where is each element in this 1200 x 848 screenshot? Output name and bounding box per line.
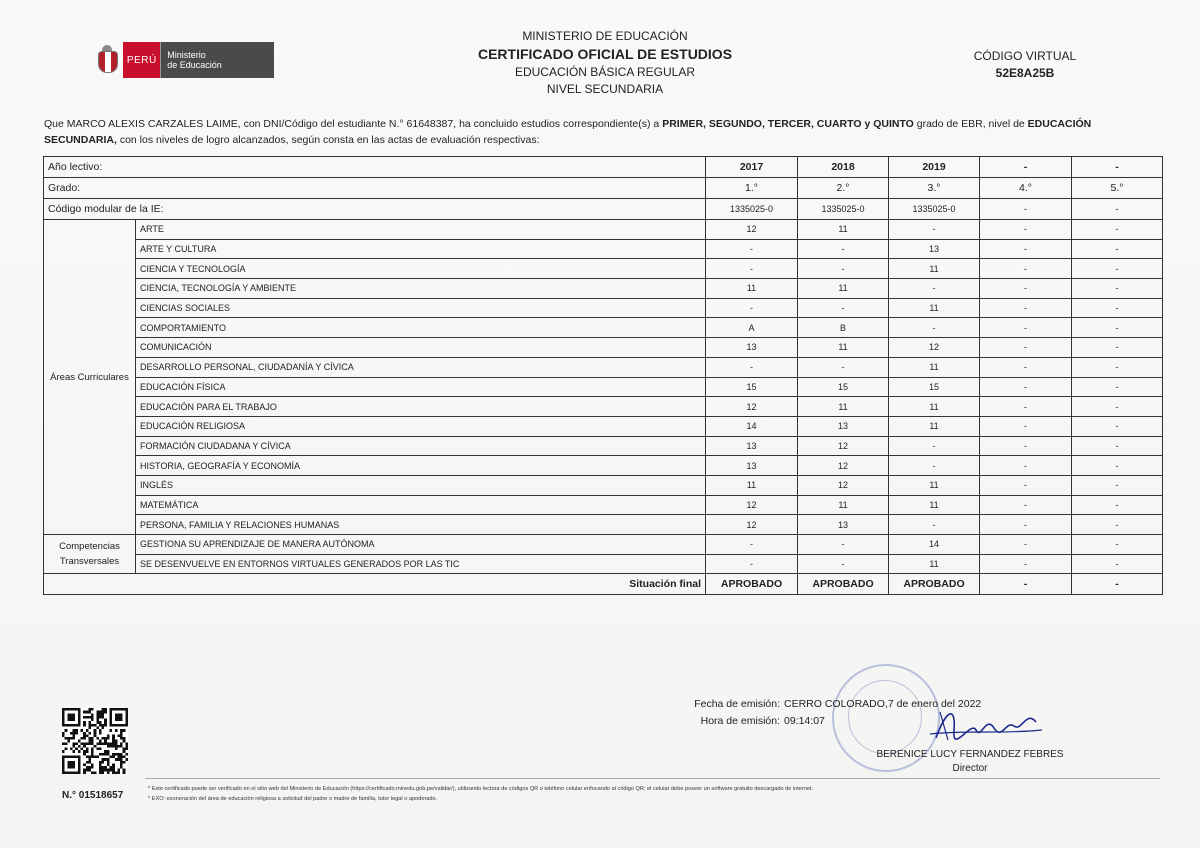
logo-ministry: Ministerio de Educación [160, 42, 274, 78]
subject-name: COMUNICACIÓN [136, 338, 706, 358]
grade-cell: 4.° [980, 178, 1072, 199]
subject-grade: 11 [798, 220, 889, 240]
subject-grade: - [1072, 397, 1163, 417]
serial-number: N.° 01518657 [62, 790, 124, 801]
school-code-label: Código modular de la IE: [44, 199, 706, 220]
grade-row [44, 178, 1163, 199]
virtual-code-value: 52E8A25B [995, 66, 1055, 80]
competency-grade: - [798, 535, 889, 555]
subject-grade: - [980, 436, 1072, 456]
subject-row [44, 318, 1163, 338]
subject-name: INGLÉS [136, 475, 706, 495]
subject-row [44, 475, 1163, 495]
subject-grade: 11 [889, 397, 980, 417]
subject-name: DESARROLLO PERSONAL, CIUDADANÍA Y CÍVICA [136, 357, 706, 377]
virtual-code [955, 48, 1095, 82]
subject-row [44, 239, 1163, 259]
subject-row [44, 495, 1163, 515]
subject-grade: A [706, 318, 798, 338]
subject-name: COMPORTAMIENTO [136, 318, 706, 338]
subject-grade: 11 [798, 495, 889, 515]
subject-grade: 15 [706, 377, 798, 397]
subject-grade: - [980, 239, 1072, 259]
subject-grade: 12 [706, 515, 798, 535]
final-status-cell: APROBADO [889, 574, 980, 595]
competency-name: GESTIONA SU APRENDIZAJE DE MANERA AUTÓNOMA [136, 535, 706, 555]
subject-grade: - [980, 416, 1072, 436]
subject-grade: - [798, 357, 889, 377]
subject-grade: - [1072, 495, 1163, 515]
school-code-cell: 1335025-0 [889, 199, 980, 220]
document-header [430, 28, 780, 98]
subject-grade: - [980, 495, 1072, 515]
virtual-code-label: CÓDIGO VIRTUAL [973, 49, 1077, 63]
subject-grade: - [798, 259, 889, 279]
subject-grade: 11 [889, 298, 980, 318]
school-code-row [44, 199, 1163, 220]
competency-grade: - [1072, 535, 1163, 555]
final-status-label: Situación final [44, 574, 706, 595]
subject-grade: 13 [798, 515, 889, 535]
subject-name: MATEMÁTICA [136, 495, 706, 515]
subject-grade: 11 [889, 475, 980, 495]
subject-row [44, 436, 1163, 456]
subject-name: EDUCACIÓN RELIGIOSA [136, 416, 706, 436]
year-row [44, 157, 1163, 178]
emission-date-value: CERRO COLORADO,7 de enero del 2022 [784, 698, 982, 710]
subject-grade: - [889, 318, 980, 338]
subject-row [44, 397, 1163, 417]
subject-grade: 13 [706, 456, 798, 476]
competencies-label-line: Competencias [59, 541, 120, 553]
competency-grade: - [706, 554, 798, 574]
subject-grade: 13 [798, 416, 889, 436]
subject-grade: 13 [889, 239, 980, 259]
subject-grade: - [1072, 318, 1163, 338]
subject-row [44, 377, 1163, 397]
emission-date-label: Fecha de emisión: [694, 698, 780, 710]
subject-grade: 14 [706, 416, 798, 436]
intro-paragraph: Que MARCO ALEXIS CARZALES LAIME, con DNI/Código del estudiante N.° 61648387, ha concluido estudios correspondiente(s) a PRIMER, SEGUNDO, TERCER, CUARTO y QUINTO grado de EBR, nivel de EDUCACIÓN SECUNDARIA, con los niveles de logro alcanzados, según consta en las actas de evaluación respectivas: [44, 118, 1092, 146]
final-status-cell: - [980, 574, 1072, 595]
subject-name: HISTORIA, GEOGRAFÍA Y ECONOMÍA [136, 456, 706, 476]
subject-grade: - [1072, 298, 1163, 318]
subject-grade: - [1072, 475, 1163, 495]
subject-grade: - [980, 377, 1072, 397]
subject-grade: - [1072, 220, 1163, 240]
year-label: Año lectivo: [44, 157, 706, 178]
subject-grade: 12 [798, 475, 889, 495]
grade-cell: 1.° [706, 178, 798, 199]
subject-grade: 12 [706, 397, 798, 417]
verification-note: * Este certificado puede ser verificado en el sitio web del Ministerio de Educación (https://certificado.minedu.gob.pe/validar/), utilizando lectora de códigos QR o teléfono celular enfocando al código QR; el celular debe poseer un software gratuito descargado de internet. [148, 786, 814, 792]
footer-notes [148, 784, 813, 804]
year-cell: - [980, 157, 1072, 178]
competency-grade: - [706, 535, 798, 555]
subject-grade: 12 [706, 220, 798, 240]
subject-grade: 11 [798, 397, 889, 417]
emission-time-label: Hora de emisión: [700, 715, 780, 727]
subject-grade: - [1072, 279, 1163, 299]
subject-grade: 11 [889, 495, 980, 515]
subject-grade: - [798, 239, 889, 259]
logo-country: PERÚ [123, 42, 160, 78]
year-cell: 2019 [889, 157, 980, 178]
qr-code-icon [62, 708, 128, 774]
education-sublevel: NIVEL SECUNDARIA [546, 82, 664, 96]
subject-grade: - [1072, 239, 1163, 259]
competency-row [44, 535, 1163, 555]
subject-grade: - [980, 259, 1072, 279]
subject-name: CIENCIAS SOCIALES [136, 298, 706, 318]
subject-row [44, 220, 1163, 240]
subject-name: ARTE [136, 220, 706, 240]
subject-name: CIENCIA Y TECNOLOGÍA [136, 259, 706, 279]
footer-divider [145, 778, 1160, 779]
subject-grade: 11 [798, 338, 889, 358]
year-cell: 2017 [706, 157, 798, 178]
subject-grade: - [980, 279, 1072, 299]
subject-grade: - [1072, 338, 1163, 358]
subject-grade: 15 [889, 377, 980, 397]
subject-grade: 11 [889, 357, 980, 377]
subject-grade: 12 [889, 338, 980, 358]
subject-name: EDUCACIÓN PARA EL TRABAJO [136, 397, 706, 417]
emission-time-value: 09:14:07 [784, 715, 825, 727]
subject-grade: - [889, 456, 980, 476]
school-code-cell: 1335025-0 [706, 199, 798, 220]
subject-row [44, 456, 1163, 476]
director-title: Director [952, 763, 988, 774]
school-code-cell: 1335025-0 [798, 199, 889, 220]
areas-group-label: Áreas Curriculares [44, 220, 136, 535]
grades-table [43, 156, 1163, 595]
subject-grade: - [980, 357, 1072, 377]
director-block [870, 748, 1070, 776]
competency-grade: 14 [889, 535, 980, 555]
final-status-cell: - [1072, 574, 1163, 595]
year-cell: - [1072, 157, 1163, 178]
subject-grade: - [1072, 515, 1163, 535]
year-cell: 2018 [798, 157, 889, 178]
subject-row [44, 515, 1163, 535]
subject-grade: - [1072, 377, 1163, 397]
grade-cell: 5.° [1072, 178, 1163, 199]
subject-row [44, 259, 1163, 279]
competency-grade: - [798, 554, 889, 574]
subject-name: EDUCACIÓN FÍSICA [136, 377, 706, 397]
grade-label: Grado: [44, 178, 706, 199]
grade-cell: 3.° [889, 178, 980, 199]
subject-grade: 11 [706, 279, 798, 299]
competencies-label-line: Transversales [59, 556, 120, 568]
subject-name: PERSONA, FAMILIA Y RELACIONES HUMANAS [136, 515, 706, 535]
subject-grade: 12 [798, 436, 889, 456]
grade-cell: 2.° [798, 178, 889, 199]
subject-grade: - [706, 259, 798, 279]
subject-grade: - [980, 318, 1072, 338]
subject-grade: - [1072, 416, 1163, 436]
subject-name: CIENCIA, TECNOLOGÍA Y AMBIENTE [136, 279, 706, 299]
subject-grade: - [1072, 259, 1163, 279]
education-level: EDUCACIÓN BÁSICA REGULAR [514, 65, 696, 79]
subject-row [44, 298, 1163, 318]
subject-grade: - [980, 220, 1072, 240]
competency-row [44, 554, 1163, 574]
subject-name: ARTE Y CULTURA [136, 239, 706, 259]
competencies-group-label [44, 535, 136, 574]
subject-grade: - [889, 279, 980, 299]
subject-grade: - [706, 239, 798, 259]
ministry-logo [96, 42, 274, 78]
competency-name: SE DESENVUELVE EN ENTORNOS VIRTUALES GENERADOS POR LAS TIC [136, 554, 706, 574]
director-name: BERENICE LUCY FERNANDEZ FEBRES [876, 749, 1064, 760]
subject-row [44, 416, 1163, 436]
competency-grade: - [980, 554, 1072, 574]
subject-grade: - [706, 357, 798, 377]
subject-grade: - [980, 475, 1072, 495]
subject-grade: - [980, 298, 1072, 318]
subject-grade: - [889, 220, 980, 240]
exoneration-note: * EXO: exoneración del área de educación religiosa a solicitud del padre o madre de familia, tutor legal o apoderado. [148, 796, 438, 802]
coat-of-arms-icon [96, 45, 117, 75]
subject-grade: 11 [798, 279, 889, 299]
subject-grade: - [1072, 436, 1163, 456]
subject-grade: 13 [706, 338, 798, 358]
subject-grade: - [980, 397, 1072, 417]
subject-grade: - [980, 338, 1072, 358]
school-code-cell: - [980, 199, 1072, 220]
subject-row [44, 338, 1163, 358]
competency-grade: 11 [889, 554, 980, 574]
subject-grade: - [889, 436, 980, 456]
subject-grade: - [980, 515, 1072, 535]
subject-row [44, 357, 1163, 377]
final-status-cell: APROBADO [798, 574, 889, 595]
competency-grade: - [980, 535, 1072, 555]
subject-grade: - [889, 515, 980, 535]
subject-grade: 12 [798, 456, 889, 476]
ministry-name: MINISTERIO DE EDUCACIÓN [522, 29, 688, 43]
school-code-cell: - [1072, 199, 1163, 220]
subject-grade: 11 [706, 475, 798, 495]
subject-grade: 13 [706, 436, 798, 456]
subject-grade: - [1072, 456, 1163, 476]
subject-grade: - [706, 298, 798, 318]
director-signature [926, 700, 1046, 750]
final-status-row [44, 574, 1163, 595]
subject-grade: 15 [798, 377, 889, 397]
subject-grade: - [980, 456, 1072, 476]
subject-grade: 12 [706, 495, 798, 515]
subject-grade: B [798, 318, 889, 338]
subject-grade: - [1072, 357, 1163, 377]
document-title: CERTIFICADO OFICIAL DE ESTUDIOS [477, 46, 733, 62]
competency-grade: - [1072, 554, 1163, 574]
subject-grade: - [798, 298, 889, 318]
final-status-cell: APROBADO [706, 574, 798, 595]
subject-row [44, 279, 1163, 299]
subject-name: FORMACIÓN CIUDADANA Y CÍVICA [136, 436, 706, 456]
subject-grade: 11 [889, 259, 980, 279]
subject-grade: 11 [889, 416, 980, 436]
